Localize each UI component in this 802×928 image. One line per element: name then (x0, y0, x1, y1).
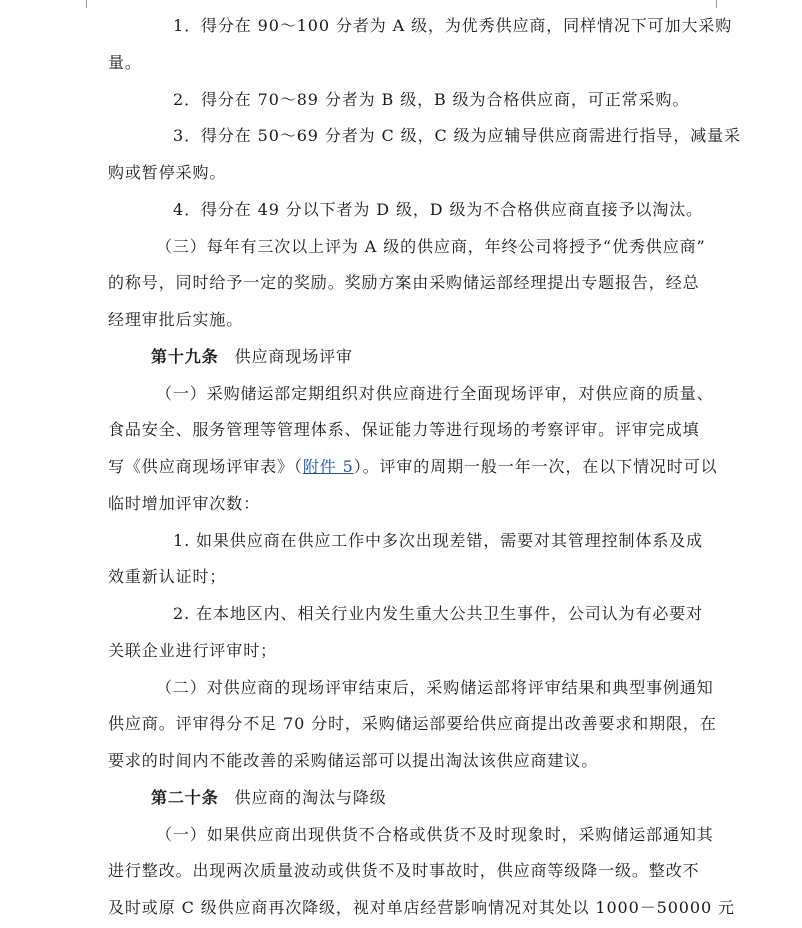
margin-mark-right (716, 0, 717, 8)
paragraph-3-line-1: （三）每年有三次以上评为 A 级的供应商，年终公司将授予“优秀供应商” (156, 237, 706, 256)
review-case-1-cont: 效重新认证时； (108, 567, 227, 586)
article-19-para-1-line-1: （一）采购储运部定期组织对供应商进行全面现场评审，对供应商的质量、 (156, 384, 714, 403)
paragraph-3-line-3: 经理审批后实施。 (108, 310, 244, 329)
list-item-grade-c-cont: 购或暂停采购。 (108, 163, 227, 182)
review-case-1: 1. 如果供应商在供应工作中多次出现差错，需要对其管理控制体系及成 (173, 531, 704, 550)
article-19-para-1-line-4: 临时增加评审次数： (108, 494, 261, 513)
article-20-para-1-line-3: 及时或原 C 级供应商再次降级，视对单店经营影响情况对其处以 1000－50000 元 (108, 898, 735, 917)
form-reference-text: 写《供应商现场评审表》（ (108, 457, 303, 476)
article-19-para-1-line-3 (108, 457, 718, 477)
article-19-para-2-line-2: 供应商。评审得分不足 70 分时，采购储运部要给供应商提出改善要求和期限，在 (108, 714, 717, 733)
article-20-para-1-line-2: 进行整改。出现两次质量波动或供货不及时事故时，供应商等级降一级。整改不 (108, 861, 700, 880)
article-20-para-1-line-1: （一）如果供应商出现供货不合格或供货不及时现象时，采购储运部通知其 (156, 825, 714, 844)
margin-mark-left (86, 0, 87, 8)
article-20-number: 第二十条 (151, 788, 219, 807)
article-19-para-2-line-1: （二）对供应商的现场评审结束后，采购储运部将评审结果和典型事例通知 (156, 678, 714, 697)
article-19-para-1-line-2: 食品安全、服务管理等管理体系、保证能力等进行现场的考察评审。评审完成填 (108, 420, 700, 439)
list-item-grade-a-cont: 量。 (108, 53, 142, 72)
article-19-number: 第十九条 (151, 347, 219, 366)
article-19-heading (151, 347, 353, 367)
article-19-title: 供应商现场评审 (234, 347, 353, 366)
article-20-heading (151, 788, 387, 808)
article-19-para-2-line-3: 要求的时间内不能改善的采购储运部可以提出淘汰该供应商建议。 (108, 751, 599, 770)
article-20-title: 供应商的淘汰与降级 (234, 788, 387, 807)
review-case-2-cont: 关联企业进行评审时； (108, 641, 278, 660)
list-item-grade-b: 2．得分在 70～89 分者为 B 级，B 级为合格供应商，可正常采购。 (173, 90, 690, 109)
list-item-grade-d: 4．得分在 49 分以下者为 D 级，D 级为不合格供应商直接予以淘汰。 (173, 200, 704, 219)
list-item-grade-c: 3．得分在 50～69 分者为 C 级，C 级为应辅导供应商需进行指导，减量采 (173, 126, 741, 145)
paragraph-3-line-2: 的称号，同时给予一定的奖励。奖励方案由采购储运部经理提出专题报告，经总 (108, 273, 700, 292)
review-cycle-text: ）。评审的周期一般一年一次，在以下情况时可以 (353, 457, 718, 476)
list-item-grade-a: 1．得分在 90～100 分者为 A 级，为优秀供应商，同样情况下可加大采购 (173, 16, 733, 35)
review-case-2: 2. 在本地区内、相关行业内发生重大公共卫生事件，公司认为有必要对 (173, 604, 704, 623)
attachment-5-link[interactable]: 附件 5 (302, 457, 354, 476)
